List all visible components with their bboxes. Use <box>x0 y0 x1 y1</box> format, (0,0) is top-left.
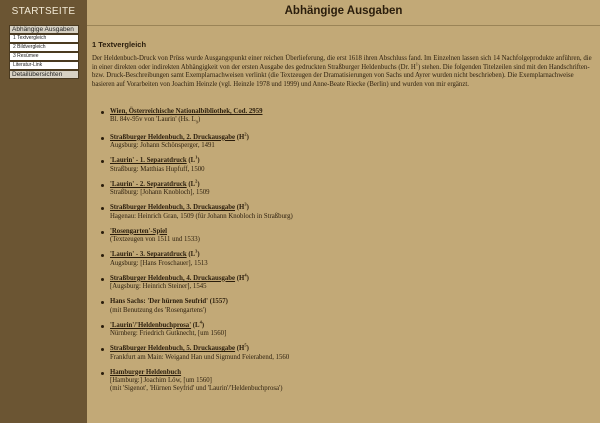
entry-description: (Textzeugen von 1511 und 1533) <box>110 236 200 244</box>
entry-title-link[interactable]: Straßburger Heldenbuch, 2. Druckausgabe <box>110 133 236 141</box>
entry-title-link[interactable]: Straßburger Heldenbuch, 5. Druckausgabe <box>110 345 236 353</box>
list-item <box>100 272 580 292</box>
home-link[interactable]: STARTSEITE <box>11 6 76 17</box>
list-item <box>100 251 580 268</box>
entry-title: Hans Sachs: 'Der hürnen Seufrid' (1557) <box>110 298 228 306</box>
entry-description: [Augsburg: Heinrich Steiner], 1545 <box>110 283 207 291</box>
entry-description: Augsburg: [Hans Froschauer], 1513 <box>110 259 208 267</box>
entry-title: Straßburger Heldenbuch, 2. Druckausgabe $(H^2)$ <box>110 131 249 141</box>
entry-title: Straßburger Heldenbuch, 5. Druckausgabe $(H^5)$ <box>110 342 249 353</box>
intro-text-1: Der Heldenbuch-Druck von Prüss wurde Ausgangspunkt einer reichen Überlieferung, die erst 1618 ihren Abschluss fand. Im Einzelnen lassen sich 14 Nachfolgeprodukte anführen, die in einer direkten oder indirekten Abhängigkeit von der ersten Ausgabe des gedruckten Straßburger Heldenbuchs (Dr. H <box>92 55 592 71</box>
nav-item-bildvergleich[interactable]: 2 Bildvergleich <box>9 43 79 52</box>
entry-description: Nürnberg: Friedrich Gutknecht, [um 1560] <box>110 330 227 338</box>
entry-title: 'Laurin' - 1. Separatdruck $(L^1)$ <box>110 155 200 165</box>
entry-title-link[interactable]: Wien, Österreichische Nationalbibliothek, Cod. 2959 <box>110 108 263 115</box>
page-title: Abhängige Ausgaben <box>284 5 403 17</box>
entry-title-link[interactable]: Straßburger Heldenbuch, 4. Druckausgabe <box>110 274 236 282</box>
entry-title: Straßburger Heldenbuch, 4. Druckausgabe $(H^4)$ <box>110 272 249 282</box>
list-item <box>100 369 580 394</box>
nav-item-detailuebersichten[interactable]: Detailübersichten <box>9 70 79 79</box>
nav-item-resuemee[interactable]: 3 Resümee <box>9 52 79 61</box>
entry-description: [Hamburg:] Joachim Löw, [um 1560] <box>110 376 212 384</box>
entry-description: Straßburg: Matthias Hupfuff, 1500 <box>110 165 205 173</box>
list-item <box>100 298 580 315</box>
intro-text-2: ) stehen. Die folgenden Titelzeilen sind mit den Handschriften- bzw. Druck-Beschreibungen samt Exemplarnachweisen verlinkt (die Textzeugen der Dramatisierungen von Sachs und Ayrer wurden nicht beschrieben). Die Exemplarnachweise basieren auf Vorarbeiten von Joachim Heinzle (vgl. Heinzle 1978 und 1999) und Anne-Beate Riecke (Berlin) und wurden von mir ergänzt. <box>92 63 590 88</box>
list-item <box>100 131 580 151</box>
edition-list <box>100 108 580 400</box>
list-item <box>100 319 580 339</box>
entry-title: Straßburger Heldenbuch, 3. Druckausgabe $(H^3)$ <box>110 202 249 212</box>
nav-item-textvergleich[interactable]: 1 Textvergleich <box>9 34 79 43</box>
entry-description: Augsburg: Johann Schönsperger, 1491 <box>110 142 215 150</box>
list-item <box>100 228 580 245</box>
sidebar <box>0 0 87 423</box>
entry-title-link[interactable]: Straßburger Heldenbuch, 3. Druckausgabe <box>110 204 236 212</box>
entry-title-link[interactable]: Hamburger Heldenbuch <box>110 368 182 376</box>
nav-item-literatur-link[interactable]: Literatur-Link <box>9 61 79 70</box>
entry-description: Straßburg: [Johann Knobloch], 1509 <box>110 189 210 197</box>
entry-description: (mit Benutzung des 'Rosengartens') <box>110 306 207 314</box>
intro-sup: 1 <box>415 61 419 67</box>
list-item <box>100 178 580 198</box>
list-item <box>100 342 580 362</box>
list-item <box>100 204 580 221</box>
entry-title-link[interactable]: 'Laurin' - 1. Separatdruck <box>110 157 187 165</box>
main-content <box>87 0 600 423</box>
entry-description: Frankfurt am Main: Weigand Han und Sigmund Feierabend, 1560 <box>110 353 290 361</box>
entry-description-line2: (mit 'Sigenot', 'Hürnen Seyfrid' und 'Laurin'/'Heldenbuchprosa') <box>110 385 283 393</box>
entry-title-link[interactable]: 'Laurin' - 3. Separatdruck <box>110 251 187 259</box>
intro-paragraph <box>92 55 594 89</box>
entry-description: Bl. 84v-95v von 'Laurin' (Hs. $L_9$) <box>110 116 201 125</box>
entry-title-link[interactable]: 'Laurin' - 2. Separatdruck <box>110 180 187 188</box>
entry-title-link[interactable]: 'Rosengarten'-Spiel <box>110 227 168 235</box>
nav-item-abhaengige-ausgaben[interactable]: Abhängige Ausgaben <box>9 25 79 34</box>
entry-description: Hagenau: Heinrich Gran, 1509 (für Johann Knobloch in Straßburg) <box>110 212 293 220</box>
entry-title: 'Laurin' - 3. Separatdruck $(L^3)$ <box>110 249 200 259</box>
title-divider <box>87 25 600 26</box>
entry-title-link[interactable]: 'Laurin'/'Heldenbuchprosa' <box>110 321 192 329</box>
list-item <box>100 108 580 127</box>
list-item <box>100 157 580 174</box>
sidebar-nav <box>9 25 79 79</box>
entry-title: 'Laurin'/'Heldenbuchprosa' $(L^4)$ <box>110 319 205 329</box>
entry-title: 'Laurin' - 2. Separatdruck $(L^2)$ <box>110 178 200 188</box>
section-heading: 1 Textvergleich <box>92 40 147 49</box>
